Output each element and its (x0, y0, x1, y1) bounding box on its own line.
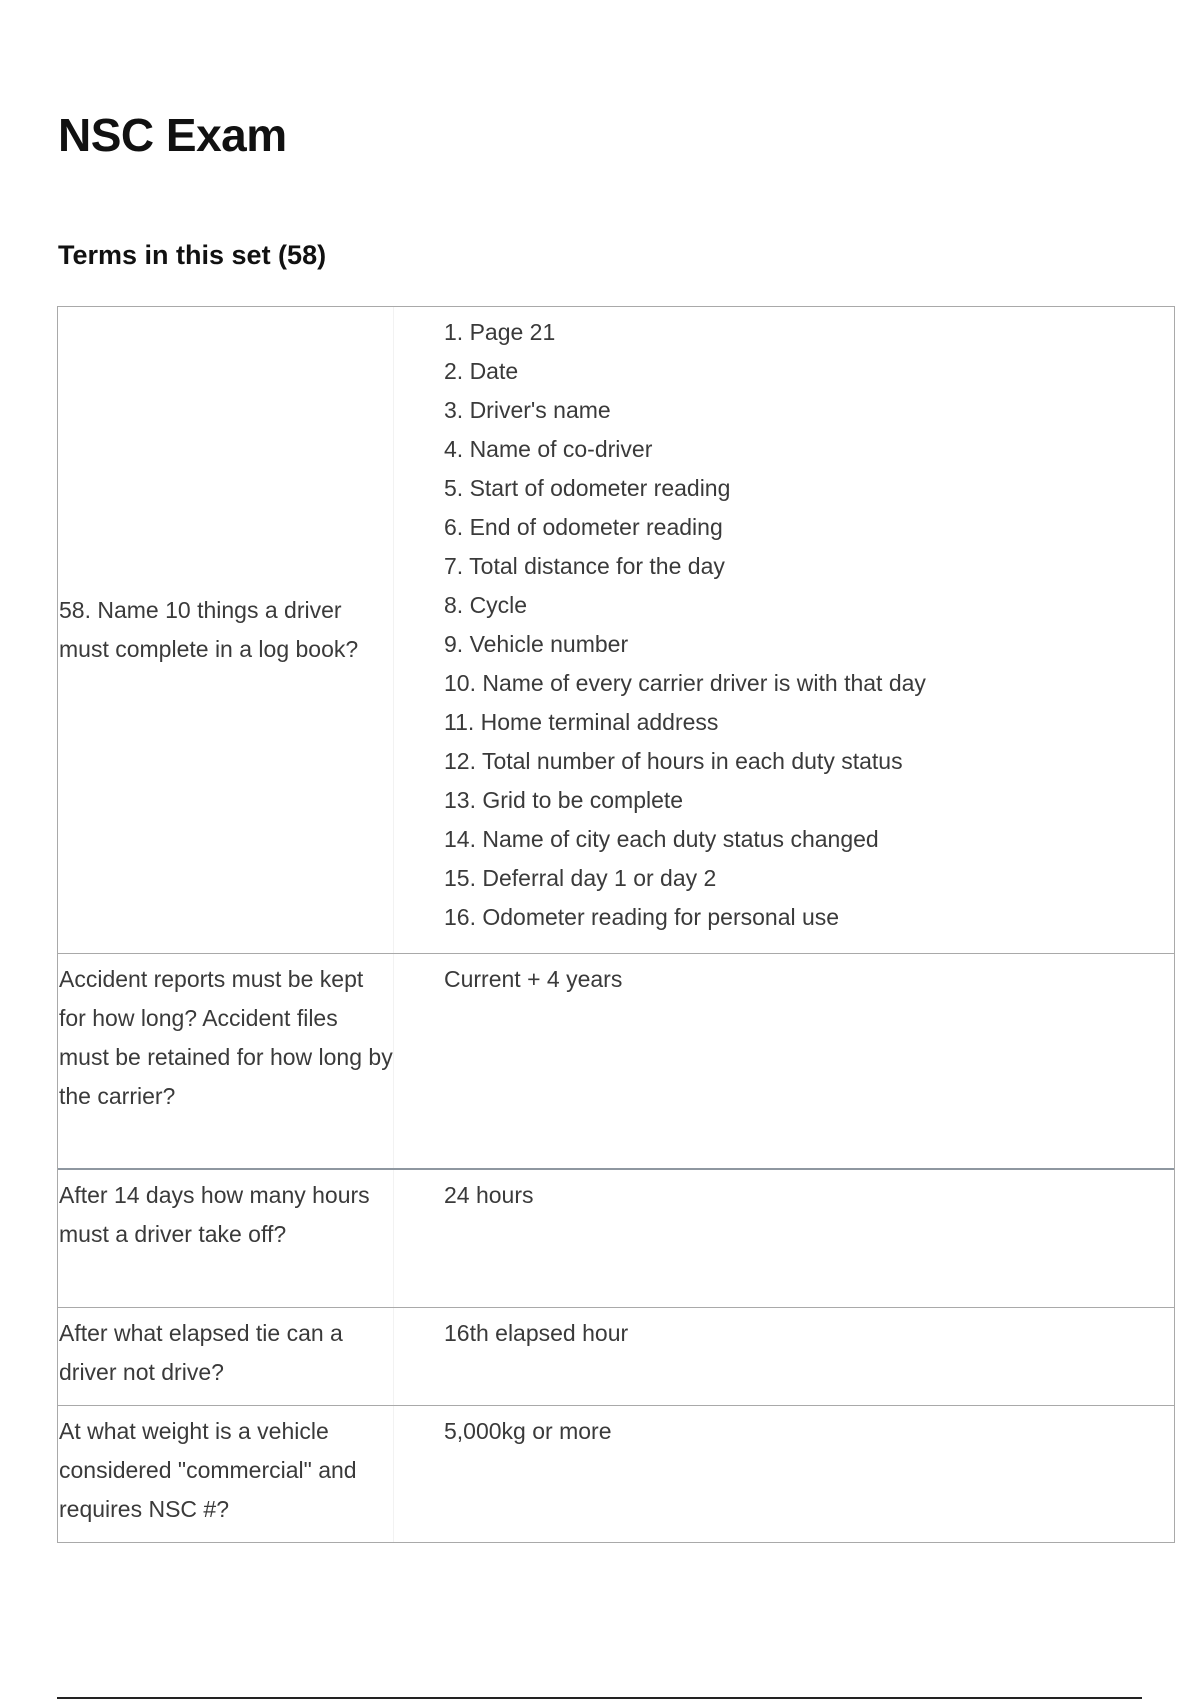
term-row (58, 1405, 1174, 1542)
list-item: 2. Date (444, 358, 519, 384)
list-item: 9. Vehicle number (444, 631, 629, 657)
definition-text: 24 hours (444, 1182, 534, 1208)
term-row (58, 953, 1174, 1168)
list-item: 10. Name of every carrier driver is with that day (444, 670, 926, 696)
list-item: 14. Name of city each duty status changed (444, 826, 879, 852)
term-row (58, 1307, 1174, 1405)
term-cell (58, 1406, 394, 1542)
term-text: After 14 days how many hours must a driver take off? (59, 1182, 370, 1247)
definition-cell (394, 1406, 1174, 1542)
term-text: 58. Name 10 things a driver must complete in a log book? (59, 597, 359, 662)
term-row (58, 307, 1174, 953)
definition-text: 16th elapsed hour (444, 1320, 629, 1346)
terms-count-heading: Terms in this set (58) (58, 240, 327, 270)
term-text: After what elapsed tie can a driver not drive? (59, 1320, 343, 1385)
list-item: 16. Odometer reading for personal use (444, 904, 840, 930)
term-cell (58, 1170, 394, 1307)
list-item: 6. End of odometer reading (444, 514, 723, 540)
term-cell (58, 307, 394, 953)
term-cell (58, 1308, 394, 1405)
list-item: 15. Deferral day 1 or day 2 (444, 865, 717, 891)
term-row (58, 1168, 1174, 1307)
list-item: 7. Total distance for the day (444, 553, 725, 579)
definition-cell (394, 1170, 1174, 1307)
list-item: 5. Start of odometer reading (444, 475, 731, 501)
list-item: 12. Total number of hours in each duty status (444, 748, 903, 774)
page-title: NSC Exam (58, 109, 287, 161)
definition-cell (394, 954, 1174, 1168)
list-item: 8. Cycle (444, 592, 528, 618)
list-item: 1. Page 21 (444, 319, 556, 345)
definition-cell (394, 1308, 1174, 1405)
term-text: Accident reports must be kept for how long? Accident files must be retained for how long by the carrier? (59, 966, 393, 1109)
footer-divider (57, 1697, 1142, 1699)
definition-text: Current + 4 years (444, 966, 623, 992)
definition-list (444, 313, 1174, 937)
definition-cell (394, 307, 1174, 953)
list-item: 4. Name of co-driver (444, 436, 653, 462)
term-text: At what weight is a vehicle considered "commercial" and requires NSC #? (59, 1418, 357, 1522)
terms-table (57, 306, 1175, 1543)
list-item: 11. Home terminal address (444, 709, 719, 735)
list-item: 13. Grid to be complete (444, 787, 684, 813)
list-item: 3. Driver's name (444, 397, 611, 423)
definition-text: 5,000kg or more (444, 1418, 612, 1444)
term-cell (58, 954, 394, 1168)
